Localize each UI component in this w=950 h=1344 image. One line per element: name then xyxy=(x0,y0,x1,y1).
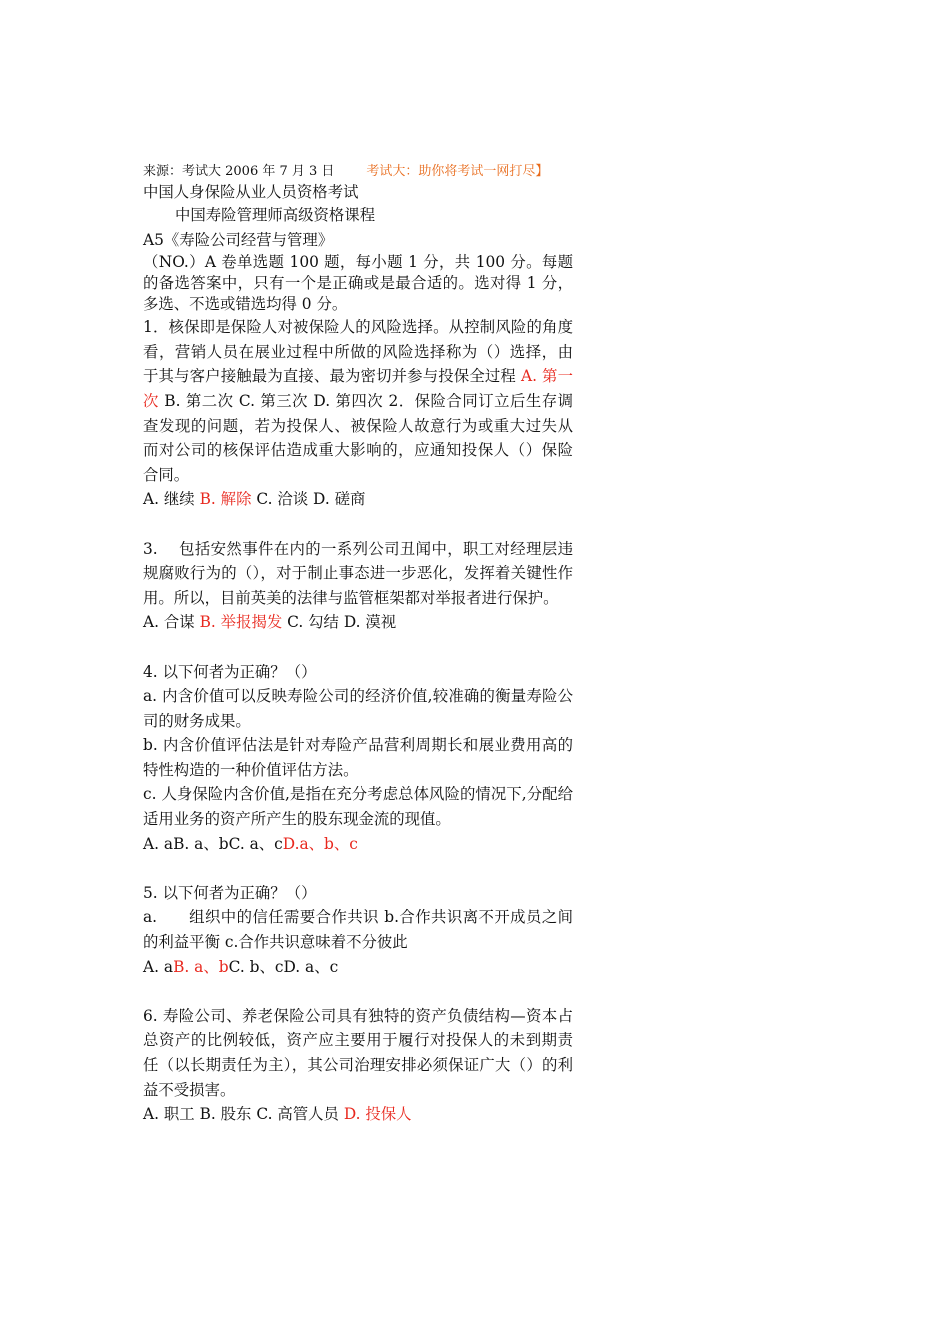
source-text: 来源：考试大 2006 年 7 月 3 日 xyxy=(143,164,335,179)
q5-options: A. aB. a、bC. b、cD. a、c xyxy=(143,957,339,976)
question-3: 3. 包括安然事件在内的一系列公司丑闻中，职工对经理层违规腐败行为的（），对于制止事态进一步恶化，发挥着关键性作用。所以，目前英美的法律与监管框架都对举报者进行保护。 xyxy=(143,539,573,607)
q3-options: A. 合谋 B. 举报揭发 C. 勾结 D. 漠视 xyxy=(143,613,397,632)
q4-item-b: b. 内含价值评估法是针对寿险产品营利周期长和展业费用高的特性构造的一种价值评估方法。 xyxy=(143,736,573,779)
q4-answer: D.a、b、c xyxy=(282,834,358,853)
q4-options: A. aB. a、bC. a、cD.a、b、c xyxy=(143,834,358,853)
document-page xyxy=(143,162,573,1127)
q3-answer: B. 举报揭发 xyxy=(199,613,283,632)
q1-options: B. 第二次 C. 第三次 D. 第四次 xyxy=(158,391,384,410)
q4-item-c: c. 人身保险内含价值,是指在充分考虑总体风险的情况下,分配给适用业务的资产所产生的股东现金流的现值。 xyxy=(143,785,573,829)
tagline-link[interactable]: 考试大：助你将考试一网打尽】 xyxy=(366,164,549,179)
question-5: 5. 以下何者为正确？（） xyxy=(143,883,317,902)
q2-stem: 2．保险合同订立后生存调查发现的问题，若为投保人、被保险人故意行为或重大过失从而对公司的核保评估造成重大影响的，应通知投保人（）保险合同。 xyxy=(143,391,573,484)
q5-answer: B. a、b xyxy=(173,957,229,976)
intro-paragraph: （NO.）A 卷单选题 100 题，每小题 1 分，共 100 分。每题的备选答案中，只有一个是正确或是最合适的。选对得 1 分，多选、不选或错选均得 0 分。 xyxy=(143,253,573,314)
exam-title: 中国人身保险从业人员资格考试 xyxy=(143,183,359,201)
q6-options: A. 职工 B. 股东 C. 高管人员 D. 投保人 xyxy=(143,1105,412,1124)
q5-body: a. 组织中的信任需要合作共识 b.合作共识离不开成员之间的利益平衡 c.合作共识意味着不分彼此 xyxy=(143,908,573,952)
source-line xyxy=(143,162,573,182)
q2-answer: B. 解除 xyxy=(199,490,252,509)
question-1-2 xyxy=(143,315,573,487)
q4-item-a: a. 内含价值可以反映寿险公司的经济价值,较准确的衡量寿险公司的财务成果。 xyxy=(143,687,573,730)
q2-options: A. 继续 B. 解除 C. 洽谈 D. 磋商 xyxy=(143,490,366,509)
subject-title: A5《寿险公司经营与管理》 xyxy=(143,230,334,249)
q1-stem: 1．核保即是保险人对被保险人的风险选择。从控制风险的角度看，营销人员在展业过程中所做的风险选择称为（）选择，由于其与客户接触最为直接、最为密切并参与投保全过程 xyxy=(143,318,573,386)
question-4: 4. 以下何者为正确？（） xyxy=(143,662,317,681)
question-6: 6. 寿险公司、养老保险公司具有独特的资产负债结构—资本占总资产的比例较低，资产应主要用于履行对投保人的未到期责任（以长期责任为主），其公司治理安排必须保证广大（）的利益不受损害。 xyxy=(143,1006,573,1099)
q6-answer: D. 投保人 xyxy=(343,1105,412,1124)
course-title: 中国寿险管理师高级资格课程 xyxy=(175,206,376,224)
q1-answer: A. 第一次 xyxy=(143,367,573,410)
